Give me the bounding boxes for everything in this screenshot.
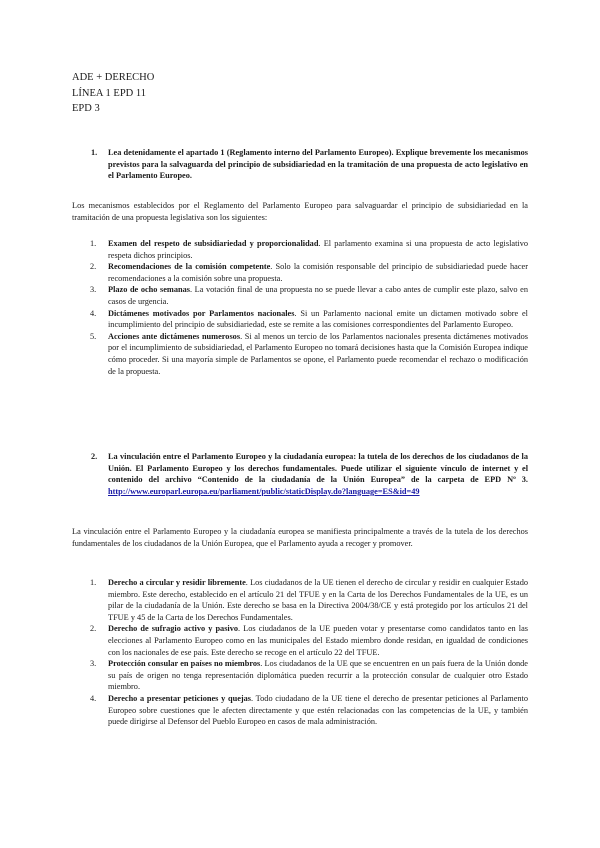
mechanism-item (90, 261, 528, 284)
list-item-text: . La votación final de una propuesta no se puede llevar a cabo antes de cumplir este plazo, salvo en casos de urgencia. (108, 285, 528, 306)
header-degree: ADE + DERECHO (72, 72, 155, 83)
list-item-number: 1. (90, 239, 97, 248)
list-item-text: . Los ciudadanos de la UE tienen el derecho de circular y residir en cualquier Estado miembro. Este derecho, establecido en el artículo 21 del TFUE y en la Carta de los Derechos Fundamentales de la UE, es un pilar de la ciudadanía de la Unión. Este derecho se basa en la Directiva 2004/38/CE y está protegido por los artículos 21 del TFUE y 45 de la Carta de los Derechos Fundamentales. (108, 578, 528, 622)
list-item-number: 1. (90, 578, 97, 587)
question-2-number: 2. (91, 452, 98, 461)
question-2-text: La vinculación entre el Parlamento Europeo y la ciudadanía europea: la tutela de los derechos de los ciudadanos de la Unión. El Parlamento Europeo y los derechos fundamentales. Puede utilizar el siguiente vínculo de internet y el contenido del archivo “Contenido de la ciudadanía de la Unión Europea” de la carpeta de EPD Nº 3. (108, 452, 528, 485)
list-item-text: . Los ciudadanos de la UE que se encuentren en un país fuera de la Unión donde su país de origen no tenga representación diplomática pueden recurrir a la protección consular de cualquier otro Estado miembro. (108, 659, 528, 692)
list-item-title: Dictámenes motivados por Parlamentos nacionales (108, 308, 295, 318)
question-1 (91, 147, 528, 182)
list-item-title: Derecho a presentar peticiones y quejas (108, 693, 252, 703)
list-item-text: . Todo ciudadano de la UE tiene el derecho de presentar peticiones al Parlamento Europeo sobre cuestiones que le afecten directamente y que estén relacionadas con las competencias de la UE, y también puede dirigirse al Defensor del Pueblo Europeo en casos de mala administración. (108, 693, 529, 727)
right-item (90, 658, 528, 693)
list-item-number: 2. (90, 624, 97, 634)
header-line-group: LÍNEA 1 EPD 11 (72, 87, 146, 99)
mechanism-item (90, 308, 528, 331)
question-1-text: Lea detenidamente el apartado 1 (Reglamento interno del Parlamento Europeo). Explique brevemente los mecanismos previstos para la salvaguarda del principio de subsidiariedad en la tramitación de una propuesta de acto legislativo en el Parlamento Europeo. (108, 148, 528, 181)
list-item-title: Examen del respeto de subsidiariedad y proporcionalidad (108, 239, 319, 248)
list-item-number: 4. (90, 693, 97, 703)
list-item-number: 4. (90, 308, 97, 318)
list-item-title: Acciones ante dictámenes numerosos (108, 331, 241, 341)
header-epd: EPD 3 (72, 103, 100, 114)
rights-list (90, 577, 528, 728)
list-item-text: . Solo la comisión responsable del principio de subsidiariedad puede hacer recomendaciones a la comisión sobre una propuesta. (108, 262, 528, 283)
list-item-title: Derecho de sufragio activo y pasivo (108, 624, 239, 634)
document-header (72, 70, 154, 117)
list-item-number: 2. (90, 262, 97, 272)
mechanism-item (90, 284, 528, 307)
mechanisms-list (90, 238, 528, 377)
question-1-number: 1. (91, 148, 98, 157)
list-item-text: . El parlamento examina si una propuesta de acto legislativo respeta dichos principios. (108, 239, 528, 260)
list-item-text: . Si al menos un tercio de los Parlamentos nacionales presenta dictámenes motivados por el incumplimiento de subsidiariedad, el Parlamento Europeo no tomará decisiones hasta que la Comisión Europea indique cómo proceder. Si una mayoría simple de Parlamentos se opone, el Parlamento puede recomendar el rechazo o modificación de la propuesta. (108, 331, 529, 376)
list-item-title: Plazo de ocho semanas (108, 285, 190, 295)
list-item-title: Protección consular en países no miembros (108, 659, 261, 669)
list-item-number: 3. (90, 285, 97, 295)
list-item-text: . Si un Parlamento nacional emite un dictamen motivado sobre el incumplimiento del principio de subsidiariedad, este se remite a las comisiones correspondientes del Parlamento Europeo. (108, 308, 528, 330)
list-item-number: 5. (90, 331, 97, 341)
list-item-title: Recomendaciones de la comisión competente (108, 262, 271, 272)
list-item-title: Derecho a circular y residir libremente (108, 578, 246, 587)
answer-1-intro: Los mecanismos establecidos por el Reglamento del Parlamento Europeo para salvaguardar el principio de subsidiariedad en la tramitación de una propuesta legislativa son los siguientes: (72, 201, 528, 222)
europarl-link[interactable]: http://www.europarl.europa.eu/parliament/public/staticDisplay.do?language=ES&id=49 (108, 486, 420, 496)
answer-2-intro: La vinculación entre el Parlamento Europeo y la ciudadanía europea se manifiesta principalmente a través de la tutela de los derechos fundamentales de los ciudadanos de la Unión Europea, que el Parlamento ayuda a recoger y promover. (72, 527, 528, 548)
list-item-number: 3. (90, 659, 97, 669)
right-item (90, 623, 528, 658)
question-2 (91, 451, 528, 497)
right-item (90, 693, 528, 728)
right-item (90, 577, 528, 623)
list-item-text: . Los ciudadanos de la UE pueden votar y presentarse como candidatos tanto en las elecciones al Parlamento Europeo como en las municipales del Estado miembro donde residan, en igualdad de condiciones con los nacionales de ese país. Este derecho se recoge en el artículo 22 del TFUE. (108, 624, 528, 657)
mechanism-item (90, 331, 528, 377)
mechanism-item (90, 238, 528, 261)
